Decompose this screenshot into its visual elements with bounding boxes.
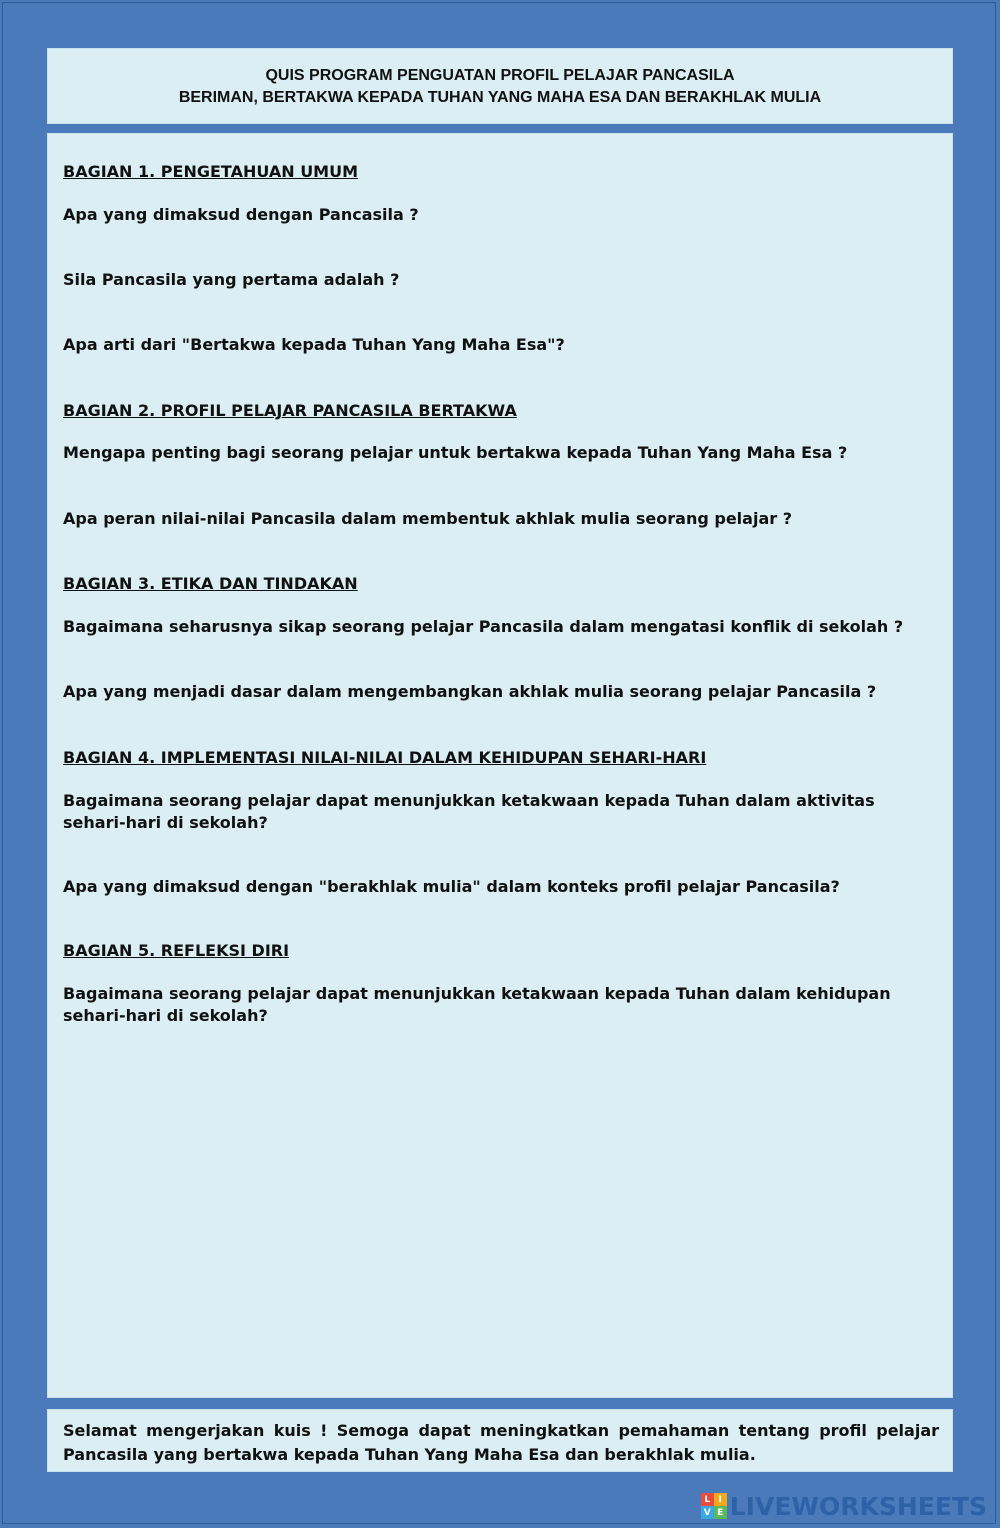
logo-letter-v: V [701,1506,714,1519]
section-title-2: BAGIAN 2. PROFIL PELAJAR PANCASILA BERTAKWA [63,401,517,420]
question-2-1: Mengapa penting bagi seorang pelajar untuk bertakwa kepada Tuhan Yang Maha Esa ? [63,443,848,462]
question-5-1: Bagaimana seorang pelajar dapat menunjukkan ketakwaan kepada Tuhan dalam kehidupan sehari-hari di sekolah? [63,984,891,1025]
section-title-1: BAGIAN 1. PENGETAHUAN UMUM [63,162,359,181]
header-title-line-1: QUIS PROGRAM PENGUATAN PROFIL PELAJAR PANCASILA [265,67,735,84]
question-panel [47,133,953,1398]
question-4-1: Bagaimana seorang pelajar dapat menunjukkan ketakwaan kepada Tuhan dalam aktivitas sehari-hari di sekolah? [63,791,875,832]
section-title-5: BAGIAN 5. REFLEKSI DIRI [63,941,290,960]
question-4-2: Apa yang dimaksud dengan "berakhlak mulia" dalam konteks profil pelajar Pancasila? [63,877,840,896]
question-3-2: Apa yang menjadi dasar dalam mengembangkan akhlak mulia seorang pelajar Pancasila ? [63,682,877,701]
closing-message-panel [47,1409,953,1472]
header-title-line-2: BERIMAN, BERTAKWA KEPADA TUHAN YANG MAHA ESA DAN BERAKHLAK MULIA [178,89,822,106]
question-1-1: Apa yang dimaksud dengan Pancasila ? [63,205,419,224]
question-2-2: Apa peran nilai-nilai Pancasila dalam membentuk akhlak mulia seorang pelajar ? [63,509,792,528]
question-1-3: Apa arti dari "Bertakwa kepada Tuhan Yang Maha Esa"? [63,335,565,354]
brand-name: LIVEWORKSHEETS [729,1491,987,1521]
logo-letter-e: E [714,1506,727,1519]
question-3-1: Bagaimana seharusnya sikap seorang pelajar Pancasila dalam mengatasi konflik di sekolah ? [63,617,904,636]
logo-letter-i: I [714,1493,727,1506]
question-1-2: Sila Pancasila yang pertama adalah ? [63,270,400,289]
section-title-4: BAGIAN 4. IMPLEMENTASI NILAI-NILAI DALAM KEHIDUPAN SEHARI-HARI [63,748,707,767]
closing-message: Selamat mengerjakan kuis ! Semoga dapat meningkatkan pemahaman tentang profil pelajar Pancasila yang bertakwa kepada Tuhan Yang Maha Esa dan berakhlak mulia. [63,1421,939,1464]
liveworksheets-brand [701,1492,987,1520]
logo-letter-l: L [701,1493,714,1506]
worksheet-header [47,48,953,124]
liveworksheets-logo-icon [701,1493,727,1519]
section-title-3: BAGIAN 3. ETIKA DAN TINDAKAN [63,574,358,593]
